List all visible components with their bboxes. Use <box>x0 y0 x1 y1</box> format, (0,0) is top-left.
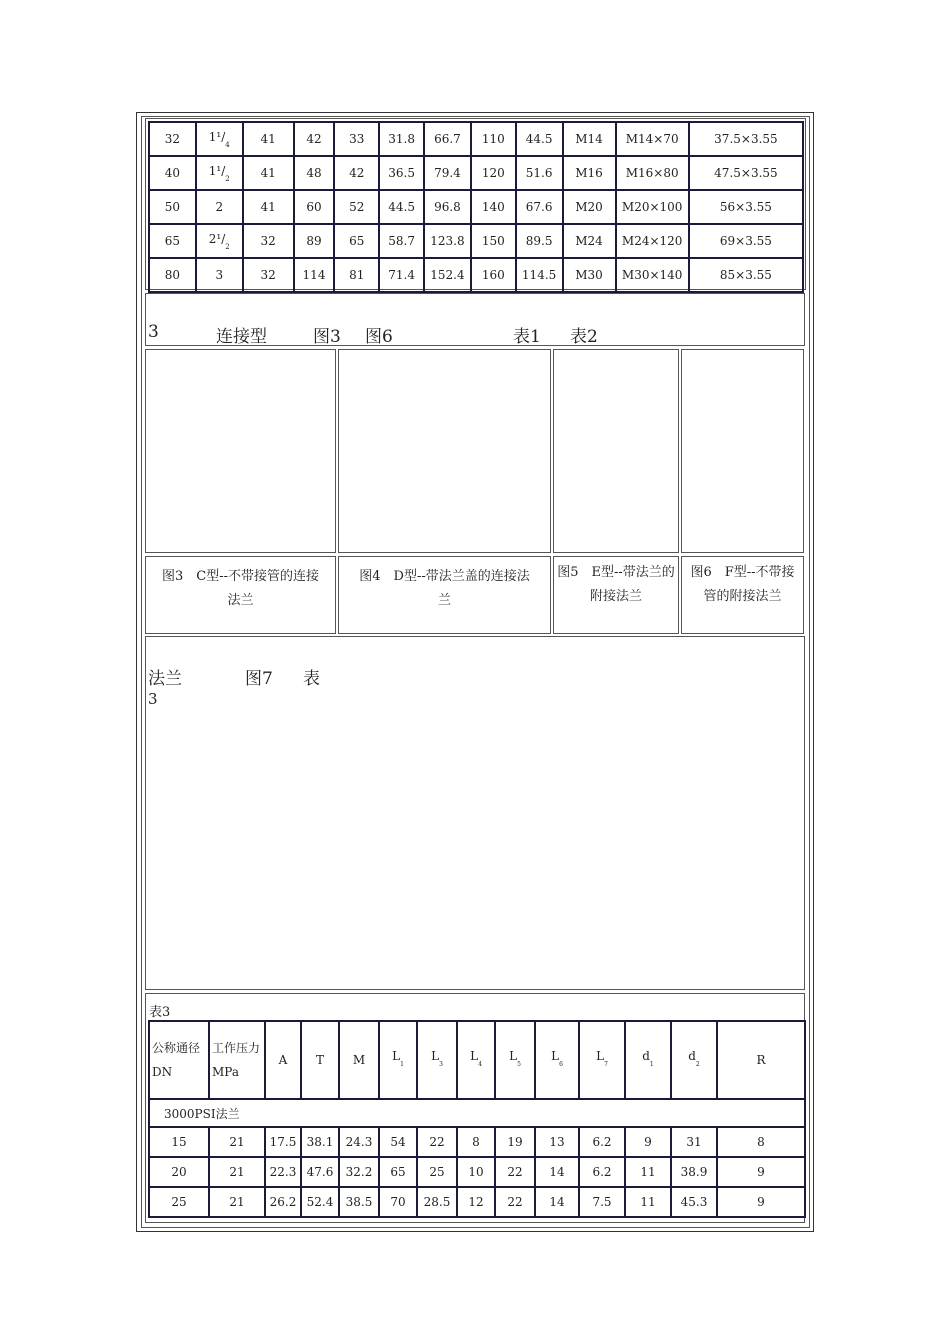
table-cell: 38.5 <box>339 1187 379 1217</box>
table-cell: 2 <box>196 190 243 224</box>
table-cell: 32.2 <box>339 1157 379 1187</box>
figure5-caption <box>553 556 679 634</box>
table-header-cell: M <box>339 1021 379 1099</box>
table-cell: 58.7 <box>379 224 424 258</box>
table-cell: 51.6 <box>516 156 563 190</box>
table-cell: 41 <box>243 190 294 224</box>
table-cell: 41 <box>243 122 294 156</box>
table-cell: 3 <box>196 258 243 292</box>
table-cell: 28.5 <box>417 1187 457 1217</box>
table-cell: M14×70 <box>616 122 689 156</box>
figure6-caption-text: 图6 F型--不带接管的附接法兰 <box>690 565 795 604</box>
table-cell: 56×3.55 <box>689 190 803 224</box>
table-cell: 38.1 <box>301 1127 339 1157</box>
table-group-row <box>149 1099 805 1127</box>
table-cell: 32 <box>243 258 294 292</box>
table-cell: 47.6 <box>301 1157 339 1187</box>
table-cell: 12 <box>457 1187 495 1217</box>
table-cell: 6.2 <box>579 1157 625 1187</box>
table-cell: 44.5 <box>516 122 563 156</box>
figure4-caption <box>338 556 551 634</box>
table-row <box>149 1127 805 1157</box>
table-cell: 7.5 <box>579 1187 625 1217</box>
table-cell: 20 <box>149 1157 209 1187</box>
table-cell: 11 <box>625 1157 671 1187</box>
table-header-cell: 公称通径DN <box>149 1021 209 1099</box>
table-header-cell: $L_7$ <box>579 1021 625 1099</box>
table-cell: $1^1/_2$ <box>196 156 243 190</box>
table-cell: 89.5 <box>516 224 563 258</box>
figure5-caption-text: 图5 E型--带法兰的附接法兰 <box>557 565 675 604</box>
table-header-cell: $L_5$ <box>495 1021 535 1099</box>
flange-section-ref-num: 3 <box>148 690 158 708</box>
table-cell: M14 <box>563 122 616 156</box>
table-row <box>149 190 803 224</box>
table-header-cell: $L_3$ <box>417 1021 457 1099</box>
table-cell: 40 <box>149 156 196 190</box>
table-cell: 54 <box>379 1127 417 1157</box>
table-cell: 15 <box>149 1127 209 1157</box>
table-cell: 123.8 <box>424 224 471 258</box>
figure6-image <box>681 349 804 553</box>
table-header-cell: 工作压力MPa <box>209 1021 265 1099</box>
table-cell: 22 <box>495 1187 535 1217</box>
table-row <box>149 1187 805 1217</box>
table-cell: 33 <box>334 122 379 156</box>
table-cell: 8 <box>717 1127 805 1157</box>
table-cell: 65 <box>149 224 196 258</box>
table-cell: 36.5 <box>379 156 424 190</box>
flange-section-box <box>145 636 805 990</box>
table-group-label: 3000PSI法兰 <box>149 1099 805 1127</box>
table-header-cell: T <box>301 1021 339 1099</box>
table-header-row <box>149 1021 805 1099</box>
dimension-table-1 <box>148 121 804 293</box>
table-cell: 25 <box>149 1187 209 1217</box>
figure3-caption <box>145 556 336 634</box>
table-cell: 89 <box>294 224 335 258</box>
table-cell: 6.2 <box>579 1127 625 1157</box>
table-cell: 160 <box>471 258 516 292</box>
table-row <box>149 1157 805 1187</box>
table-header-cell: R <box>717 1021 805 1099</box>
table-cell: 42 <box>294 122 335 156</box>
table-cell: 9 <box>625 1127 671 1157</box>
table-cell: 150 <box>471 224 516 258</box>
table-cell: 8 <box>457 1127 495 1157</box>
table-cell: M16 <box>563 156 616 190</box>
table-cell: 48 <box>294 156 335 190</box>
section3-number: 3 <box>148 322 159 342</box>
table-cell: 47.5×3.55 <box>689 156 803 190</box>
table-cell: 120 <box>471 156 516 190</box>
table-cell: 69×3.55 <box>689 224 803 258</box>
table-header-cell: $L_1$ <box>379 1021 417 1099</box>
figure6-caption <box>681 556 804 634</box>
table-cell: M16×80 <box>616 156 689 190</box>
table-cell: 114.5 <box>516 258 563 292</box>
table-cell: 13 <box>535 1127 579 1157</box>
table-cell: 10 <box>457 1157 495 1187</box>
table-cell: M24×120 <box>616 224 689 258</box>
figure5-image <box>553 349 679 553</box>
table-cell: 21 <box>209 1187 265 1217</box>
table-cell: 25 <box>417 1157 457 1187</box>
section3-ref-table1: 表1 <box>513 327 541 347</box>
table-cell: 32 <box>243 224 294 258</box>
table-cell: 96.8 <box>424 190 471 224</box>
table-cell: 70 <box>379 1187 417 1217</box>
table-header-cell: A <box>265 1021 301 1099</box>
table-cell: 110 <box>471 122 516 156</box>
table-cell: 140 <box>471 190 516 224</box>
flange-section-ref-fig7: 图7 <box>245 669 273 689</box>
table-cell: M24 <box>563 224 616 258</box>
figure4-caption-text: 图4 D型--带法兰盖的连接法兰 <box>359 569 530 608</box>
table-cell: $2^1/_2$ <box>196 224 243 258</box>
table-cell: 31 <box>671 1127 717 1157</box>
table-cell: 21 <box>209 1157 265 1187</box>
table-header-cell: $L_6$ <box>535 1021 579 1099</box>
table-cell: 26.2 <box>265 1187 301 1217</box>
table-cell: 22 <box>417 1127 457 1157</box>
table-row <box>149 258 803 292</box>
table-cell: M20 <box>563 190 616 224</box>
table-cell: 65 <box>334 224 379 258</box>
table-cell: 81 <box>334 258 379 292</box>
table-cell: 52.4 <box>301 1187 339 1217</box>
table-cell: 24.3 <box>339 1127 379 1157</box>
table-cell: 66.7 <box>424 122 471 156</box>
table-cell: 9 <box>717 1187 805 1217</box>
table-cell: 17.5 <box>265 1127 301 1157</box>
table-cell: M30 <box>563 258 616 292</box>
flange-section-ref-table: 表 <box>303 669 320 689</box>
figure4-image <box>338 349 551 553</box>
table-cell: 79.4 <box>424 156 471 190</box>
table-cell: $1^1/_4$ <box>196 122 243 156</box>
table-cell: 22 <box>495 1157 535 1187</box>
table-cell: 19 <box>495 1127 535 1157</box>
table-cell: 38.9 <box>671 1157 717 1187</box>
table-cell: 52 <box>334 190 379 224</box>
table-cell: 42 <box>334 156 379 190</box>
table-cell: 50 <box>149 190 196 224</box>
table-cell: 45.3 <box>671 1187 717 1217</box>
table-cell: 85×3.55 <box>689 258 803 292</box>
figure3-image <box>145 349 336 553</box>
table-header-cell: $d_2$ <box>671 1021 717 1099</box>
table-cell: 44.5 <box>379 190 424 224</box>
table-cell: 14 <box>535 1187 579 1217</box>
table-row <box>149 122 803 156</box>
section3-title: 连接型 <box>216 327 267 347</box>
section3-ref-fig3: 图3 <box>313 327 341 347</box>
table-cell: M30×140 <box>616 258 689 292</box>
table3-label: 表3 <box>149 1005 171 1020</box>
table-cell: 65 <box>379 1157 417 1187</box>
section3-ref-table2: 表2 <box>570 327 598 347</box>
table-cell: 31.8 <box>379 122 424 156</box>
dimension-table-3 <box>148 1020 806 1218</box>
table-cell: 22.3 <box>265 1157 301 1187</box>
flange-section-title: 法兰 <box>148 669 182 689</box>
table-cell: 9 <box>717 1157 805 1187</box>
table-cell: 60 <box>294 190 335 224</box>
table-cell: 21 <box>209 1127 265 1157</box>
table-cell: 41 <box>243 156 294 190</box>
table-row <box>149 224 803 258</box>
table-cell: 71.4 <box>379 258 424 292</box>
table-cell: 11 <box>625 1187 671 1217</box>
table-cell: 32 <box>149 122 196 156</box>
table-cell: 14 <box>535 1157 579 1187</box>
figure3-caption-text: 图3 C型--不带接管的连接法兰 <box>161 569 319 608</box>
section3-ref-fig6: 图6 <box>365 327 393 347</box>
table-row <box>149 156 803 190</box>
table-cell: M20×100 <box>616 190 689 224</box>
table-cell: 80 <box>149 258 196 292</box>
table-cell: 67.6 <box>516 190 563 224</box>
table-cell: 114 <box>294 258 335 292</box>
table-header-cell: $d_1$ <box>625 1021 671 1099</box>
table-header-cell: $L_4$ <box>457 1021 495 1099</box>
table-cell: 37.5×3.55 <box>689 122 803 156</box>
table-cell: 152.4 <box>424 258 471 292</box>
